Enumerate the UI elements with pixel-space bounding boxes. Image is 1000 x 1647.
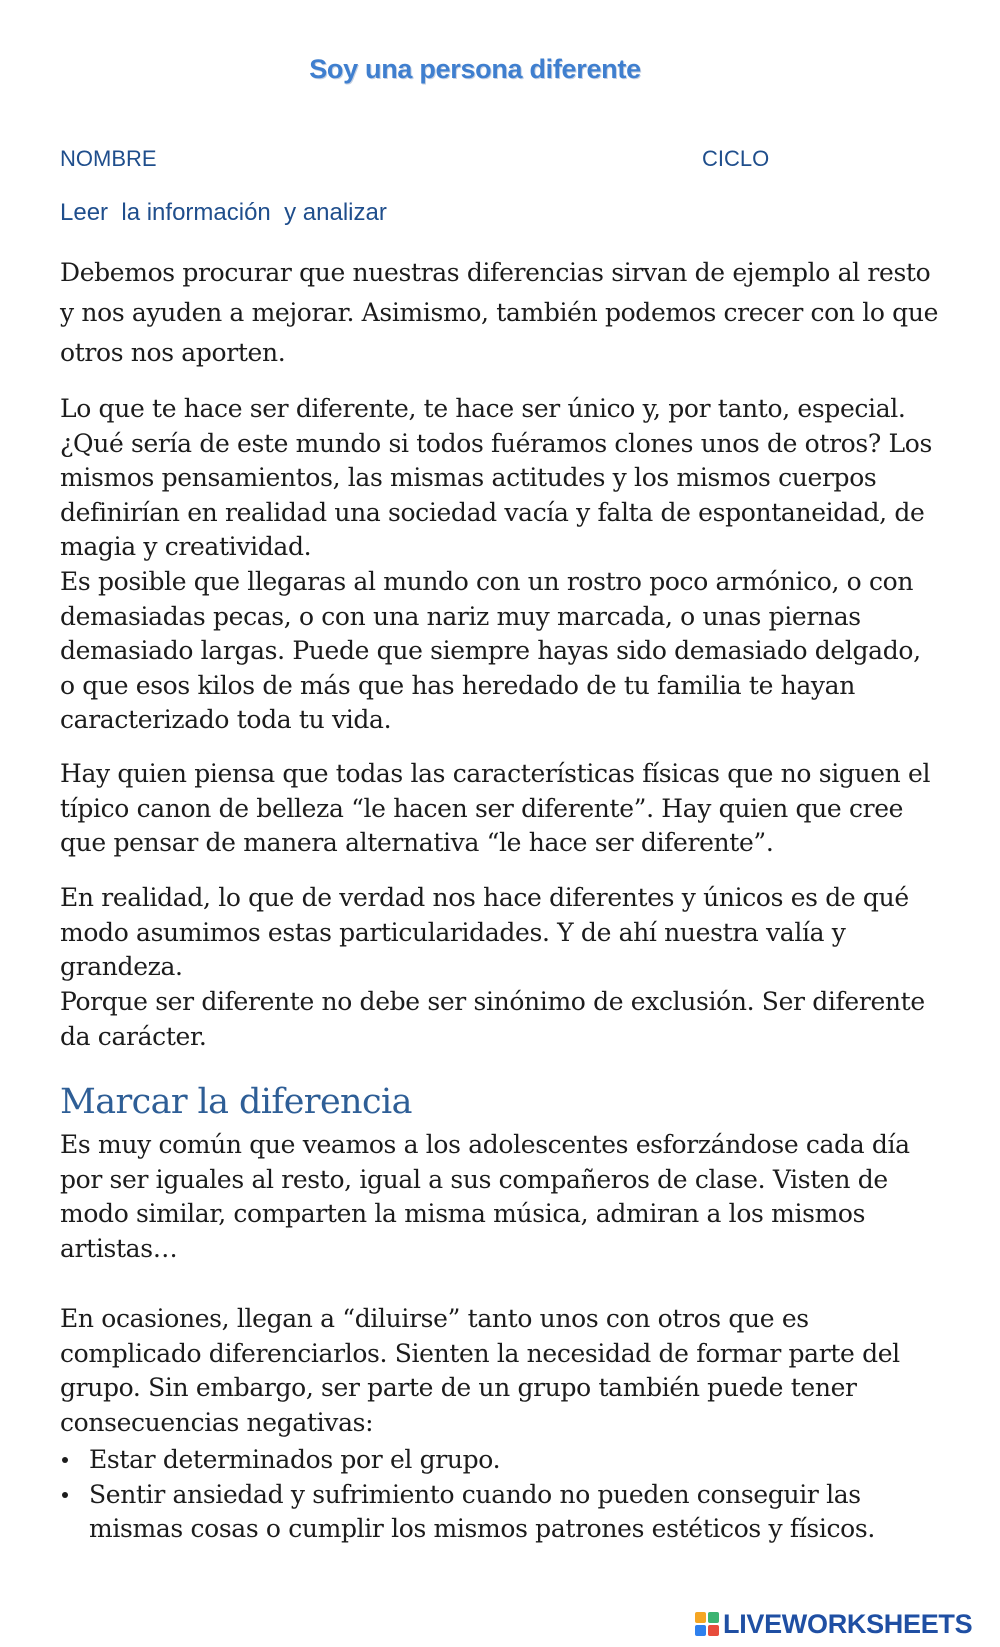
list-item [60,1443,940,1478]
logo-square-1 [695,1612,706,1623]
logo-square-4 [708,1625,719,1636]
paragraph-group: En ocasiones, llegan a “diluirse” tanto unos con otros que es complicado diferenciarlos. Sienten la necesidad de formar parte del grupo. Sin embargo, ser parte de un grupo también puede tener consecuencias negativas: [60,1304,900,1437]
liveworksheets-logo-icon [695,1612,719,1636]
bullet-icon [62,1492,68,1498]
paragraph-teens: Es muy común que veamos a los adolescentes esforzándose cada día por ser iguales al resto, igual a sus compañeros de clase. Visten de modo similar, comparten la misma música, admiran a los mismos artistas… [60,1130,910,1263]
list-item [60,1478,940,1547]
paragraph-appearance: Es posible que llegaras al mundo con un rostro poco armónico, o con demasiadas pecas, o con una nariz muy marcada, o unas piernas demasiado largas. Puede que siempre hayas sido demasiado delgado, o que esos kilos de más que has heredado de tu familia te hayan caracterizado toda tu vida. [60,567,921,734]
logo-square-3 [695,1625,706,1636]
paragraph-canon: Hay quien piensa que todas las características físicas que no siguen el típico canon de belleza “le hacen ser diferente”. Hay quien que cree que pensar de manera alternativa “le hace ser diferente”. [60,759,931,857]
brand-name: LIVEWORKSHEETS [723,1608,973,1639]
paragraph-reality: En realidad, lo que de verdad nos hace diferentes y únicos es de qué modo asumimos estas particularidades. Y de ahí nuestra valía y grandeza. [60,883,909,981]
cycle-field-label: CICLO [702,146,770,171]
paragraph-intro: Debemos procurar que nuestras diferencias sirvan de ejemplo al resto y nos ayuden a mejorar. Asimismo, también podemos crecer con lo que otros nos aporten. [60,258,939,367]
name-field-label: NOMBRE [60,146,157,171]
paragraph-exclusion: Porque ser diferente no debe ser sinónimo de exclusión. Ser diferente da carácter. [60,987,925,1051]
list-item-text: Estar determinados por el grupo. [89,1445,501,1474]
list-item-text: Sentir ansiedad y sufrimiento cuando no pueden conseguir las mismas cosas o cumplir los mismos patrones estéticos y físicos. [89,1479,875,1543]
logo-square-2 [708,1612,719,1623]
section-heading: Marcar la diferencia [60,1082,412,1122]
page-title: Soy una persona diferente [309,54,641,84]
liveworksheets-logo [695,1609,972,1639]
consequences-list [60,1443,940,1547]
instruction-text: Leer la información y analizar [60,199,387,226]
paragraph-unique: Lo que te hace ser diferente, te hace ser único y, por tanto, especial. ¿Qué sería de este mundo si todos fuéramos clones unos de otros? Los mismos pensamientos, las mismas actitudes y los mismos cuerpos definirían en realidad una sociedad vacía y falta de espontaneidad, de magia y creatividad. [60,394,932,561]
bullet-icon [62,1457,68,1463]
